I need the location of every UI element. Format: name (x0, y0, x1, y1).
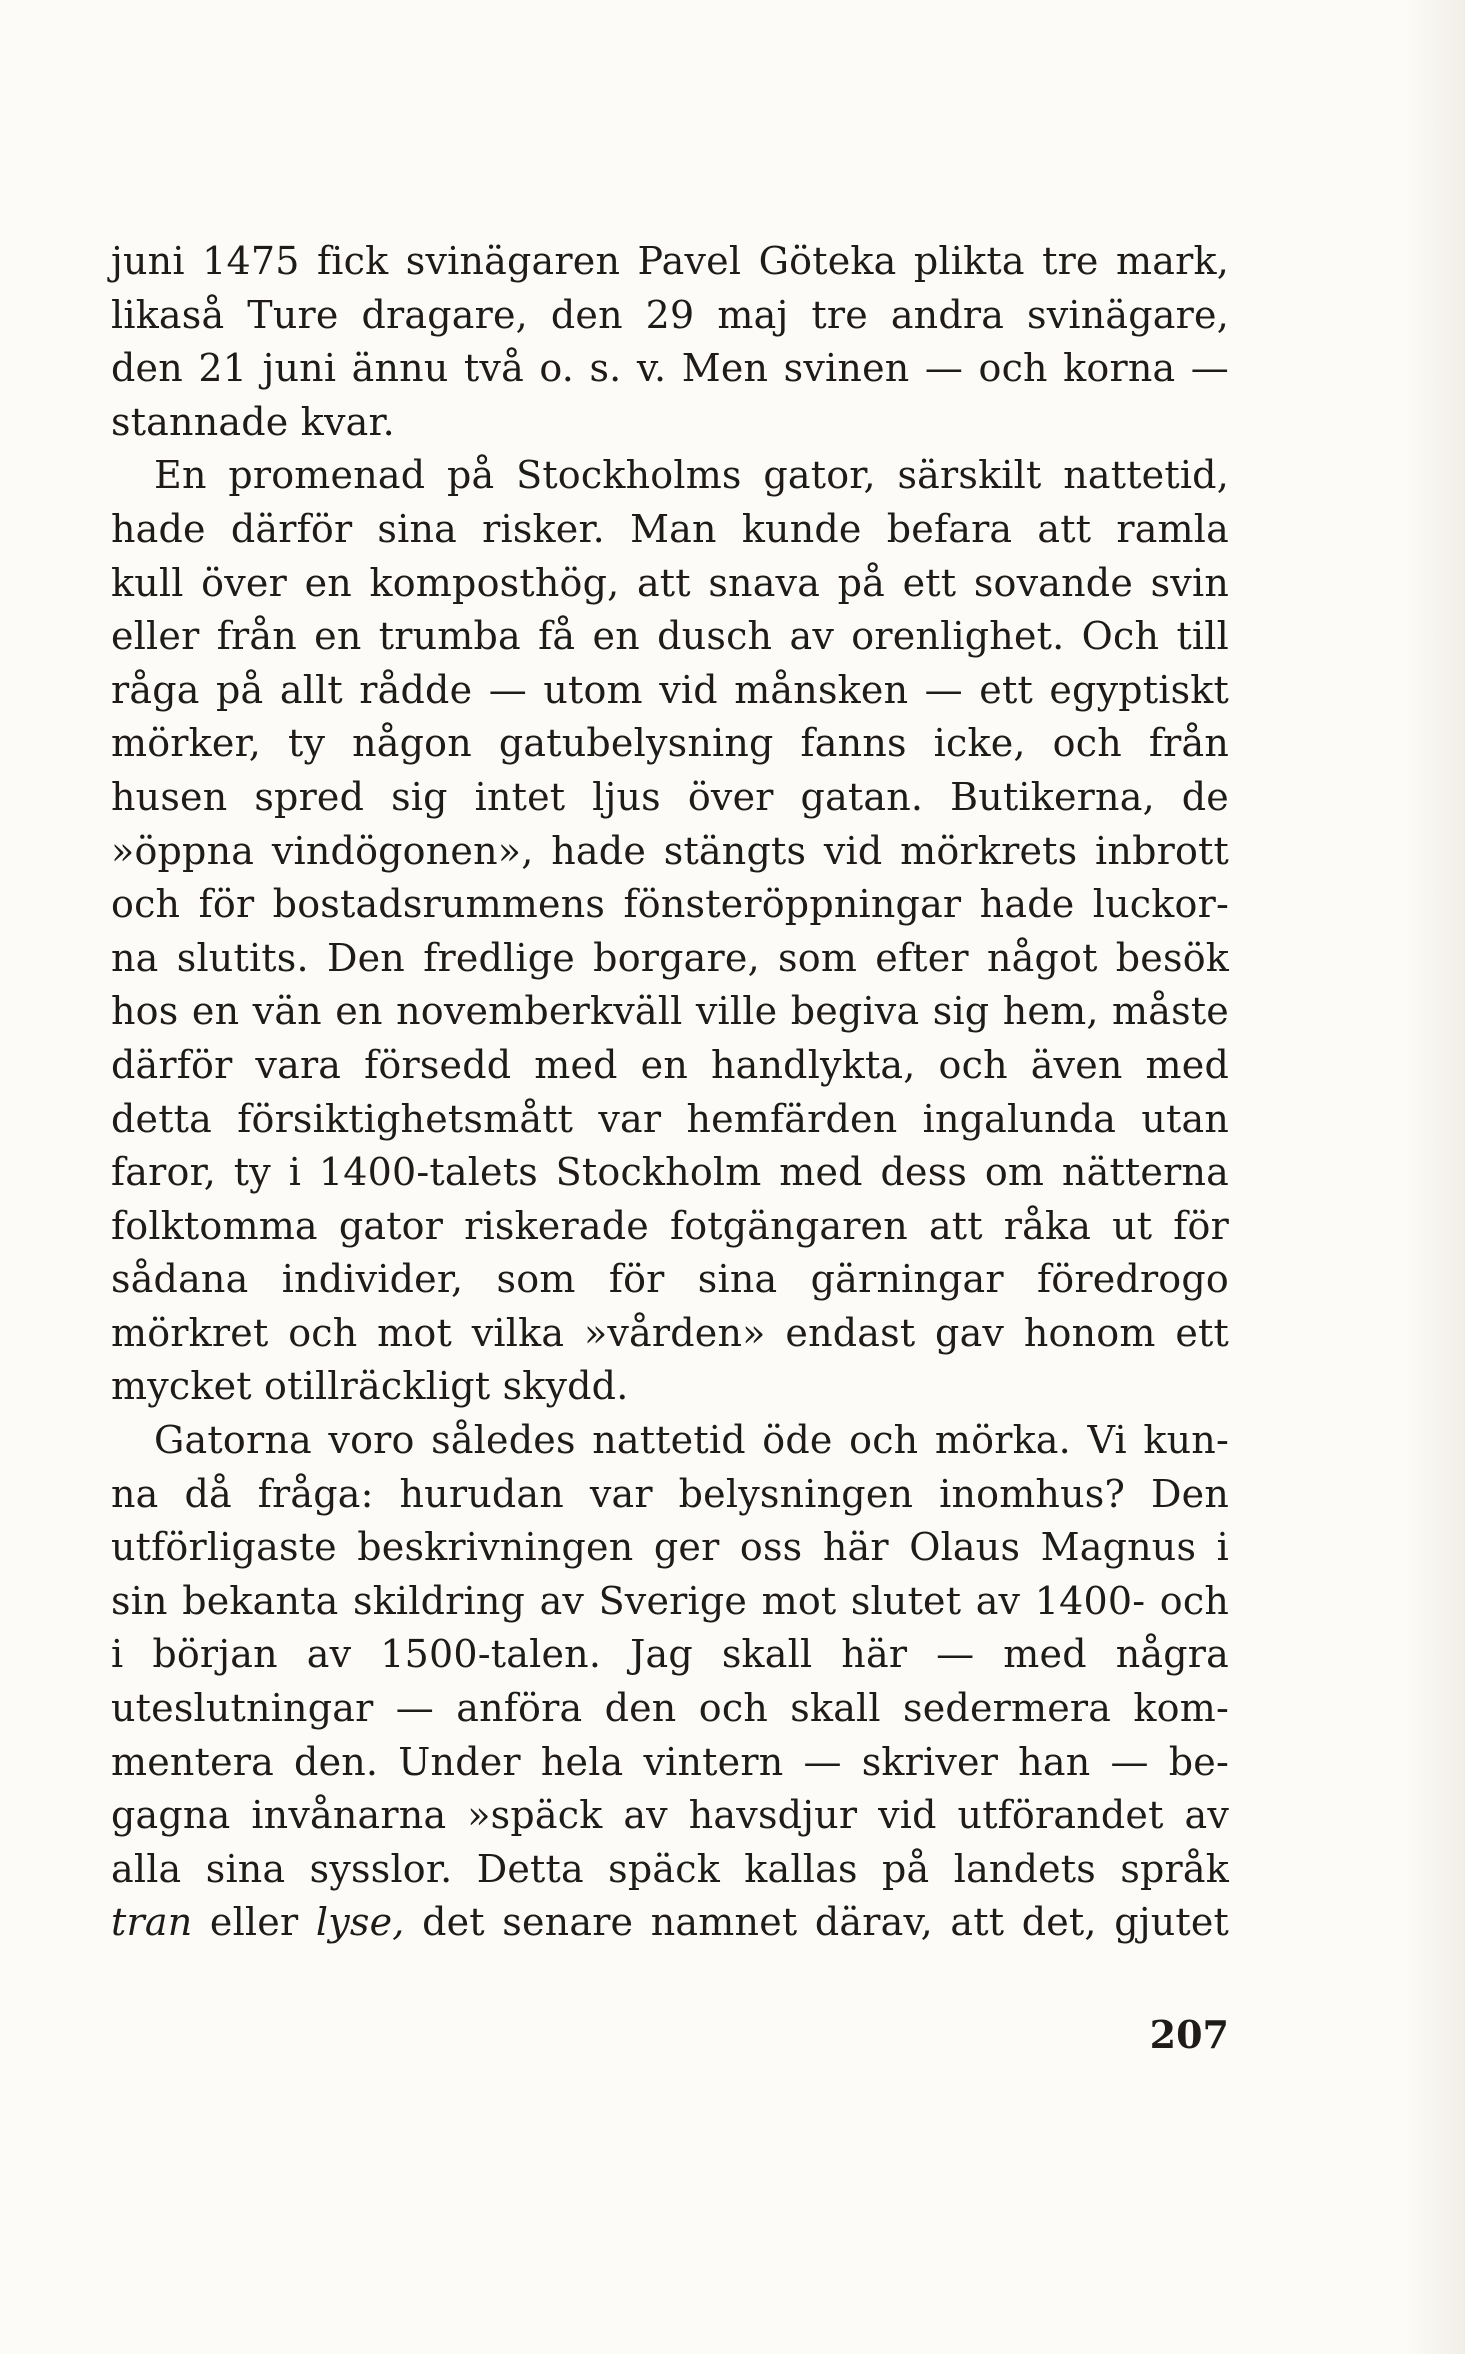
text-line: Gatorna voro således nattetid öde och mörka. Vi kun- (154, 1418, 1229, 1463)
text-line: råga på allt rådde — utom vid månsken — ett egyptiskt (111, 667, 1229, 712)
text-line: gagna invånarna »späck av havsdjur vid utförandet av (111, 1793, 1229, 1838)
text-line: detta försiktighetsmått var hemfärden ingalunda utan (111, 1096, 1229, 1141)
text-line: därför vara försedd med en handlykta, och även med (111, 1042, 1229, 1087)
text-line: uteslutningar — anföra den och skall sedermera kom- (111, 1686, 1229, 1731)
text-line: i början av 1500-talen. Jag skall här — med några (111, 1632, 1229, 1677)
text-line: den 21 juni ännu två o. s. v. Men svinen — och korna — (111, 346, 1229, 391)
text-line: kull över en komposthög, att snava på ett sovande svin (111, 560, 1229, 605)
text-line: mörker, ty någon gatubelysning fanns icke, och från (111, 721, 1229, 766)
text-line: sin bekanta skildring av Sverige mot slutet av 1400- och (111, 1578, 1229, 1623)
text-line: sådana individer, som för sina gärningar föredrogo (111, 1257, 1229, 1302)
page-number: 207 (1149, 2012, 1229, 2057)
text-line: folktomma gator riskerade fotgängaren att råka ut för (111, 1203, 1229, 1248)
text-line: utförligaste beskrivningen ger oss här Olaus Magnus i (111, 1525, 1229, 1570)
text-line: juni 1475 fick svinägaren Pavel Göteka plikta tre mark, (111, 239, 1229, 283)
text-line: husen spred sig intet ljus över gatan. Butikerna, de (111, 774, 1229, 819)
italic-word-tran: tran (111, 1900, 193, 1945)
text-line: »öppna vindögonen», hade stängts vid mörkrets inbrott (111, 828, 1229, 873)
text-line: hos en vän en novemberkväll ville begiva sig hem, måste (111, 989, 1229, 1034)
text-fragment: det senare namnet därav, att det, gjutet (404, 1900, 1230, 1945)
text-line: hade därför sina risker. Man kunde befara att ramla (111, 506, 1229, 551)
text-fragment: eller (192, 1900, 316, 1945)
text-line: mycket otillräckligt skydd. (111, 1364, 629, 1409)
text-line: stannade kvar. (111, 399, 395, 444)
text-line: likaså Ture dragare, den 29 maj tre andra svinägare, (111, 292, 1229, 337)
text-line: alla sina sysslor. Detta späck kallas på landets språk (111, 1846, 1229, 1891)
text-line-mixed (111, 1896, 1229, 1950)
text-line: En promenad på Stockholms gator, särskilt nattetid, (154, 453, 1229, 498)
text-line: och för bostadsrummens fönsteröppningar hade luckor- (111, 882, 1229, 927)
text-line: mörkret och mot vilka »vården» endast gav honom ett (111, 1310, 1229, 1355)
text-line: eller från en trumba få en dusch av orenlighet. Och till (111, 614, 1229, 659)
text-line: faror, ty i 1400-talets Stockholm med dess om nätterna (111, 1150, 1229, 1195)
italic-word-lyse: lyse, (315, 1900, 405, 1945)
body-text (111, 235, 1229, 1950)
text-line: mentera den. Under hela vintern — skriver han — be- (111, 1739, 1229, 1784)
text-line: na slutits. Den fredlige borgare, som efter något besök (111, 935, 1229, 980)
text-line: na då fråga: hurudan var belysningen inomhus? Den (111, 1471, 1229, 1516)
